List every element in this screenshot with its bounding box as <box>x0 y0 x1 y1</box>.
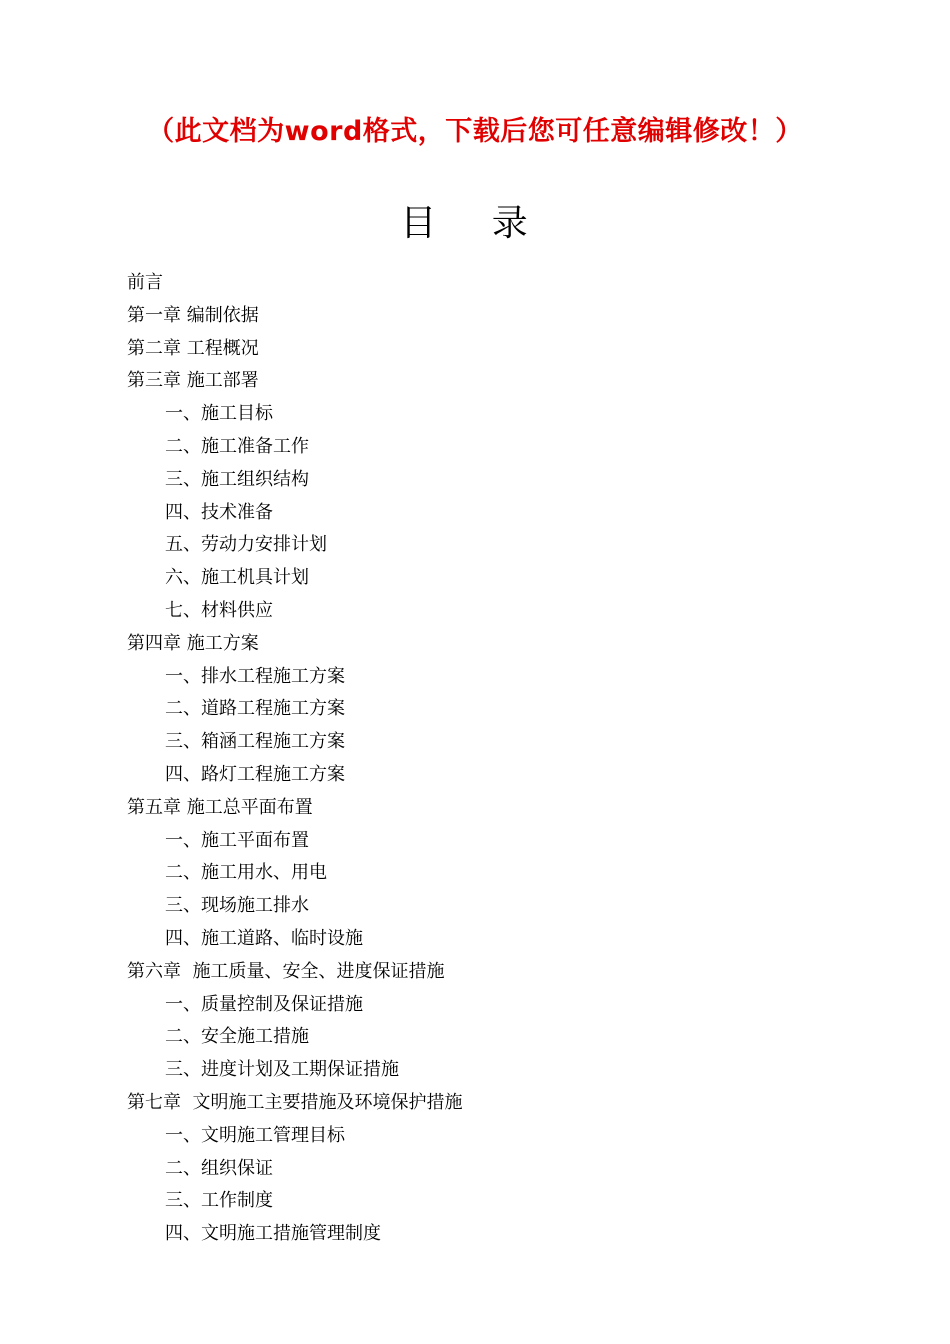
toc-section-entry: 二、施工准备工作 <box>165 435 309 457</box>
toc-chapter-entry: 第四章 施工方案 <box>127 632 259 654</box>
toc-section-entry: 一、施工目标 <box>165 403 273 425</box>
toc-section-entry: 三、现场施工排水 <box>165 895 309 917</box>
toc-section-entry: 二、组织保证 <box>165 1157 273 1179</box>
toc-section-entry: 二、安全施工措施 <box>165 1026 309 1048</box>
toc-section-entry: 六、施工机具计划 <box>165 567 309 589</box>
toc-section-entry: 五、劳动力安排计划 <box>165 534 327 556</box>
toc-section-entry: 一、文明施工管理目标 <box>165 1124 345 1146</box>
toc-chapter-entry: 前言 <box>127 272 163 293</box>
toc-chapter-entry: 第五章 施工总平面布置 <box>127 796 313 818</box>
toc-chapter-entry: 第六章 施工质量、安全、进度保证措施 <box>127 960 445 982</box>
toc-chapter-entry: 第二章 工程概况 <box>127 337 259 359</box>
toc-section-entry: 三、施工组织结构 <box>165 468 309 490</box>
toc-section-entry: 三、箱涵工程施工方案 <box>165 731 345 753</box>
toc-section-entry: 七、材料供应 <box>165 599 273 621</box>
toc-section-entry: 二、道路工程施工方案 <box>165 698 345 720</box>
toc-chapter-entry: 第一章 编制依据 <box>127 304 259 326</box>
toc-section-entry: 一、质量控制及保证措施 <box>165 993 363 1015</box>
toc-section-entry: 四、施工道路、临时设施 <box>165 927 363 949</box>
format-notice: （此文档为word格式，下载后您可任意编辑修改！） <box>147 116 803 147</box>
table-of-contents <box>127 267 462 1251</box>
toc-title: 目 录 <box>400 203 550 244</box>
toc-section-entry: 一、排水工程施工方案 <box>165 665 345 687</box>
toc-chapter-entry: 第三章 施工部署 <box>127 370 259 392</box>
toc-section-entry: 三、工作制度 <box>165 1190 273 1212</box>
toc-section-entry: 四、文明施工措施管理制度 <box>165 1223 381 1245</box>
toc-chapter-entry: 第七章 文明施工主要措施及环境保护措施 <box>127 1091 463 1113</box>
toc-section-entry: 四、路灯工程施工方案 <box>165 763 345 785</box>
toc-section-entry: 三、进度计划及工期保证措施 <box>165 1059 399 1081</box>
toc-section-entry: 四、技术准备 <box>165 501 273 523</box>
toc-section-entry: 二、施工用水、用电 <box>165 862 327 884</box>
toc-section-entry: 一、施工平面布置 <box>165 829 309 851</box>
